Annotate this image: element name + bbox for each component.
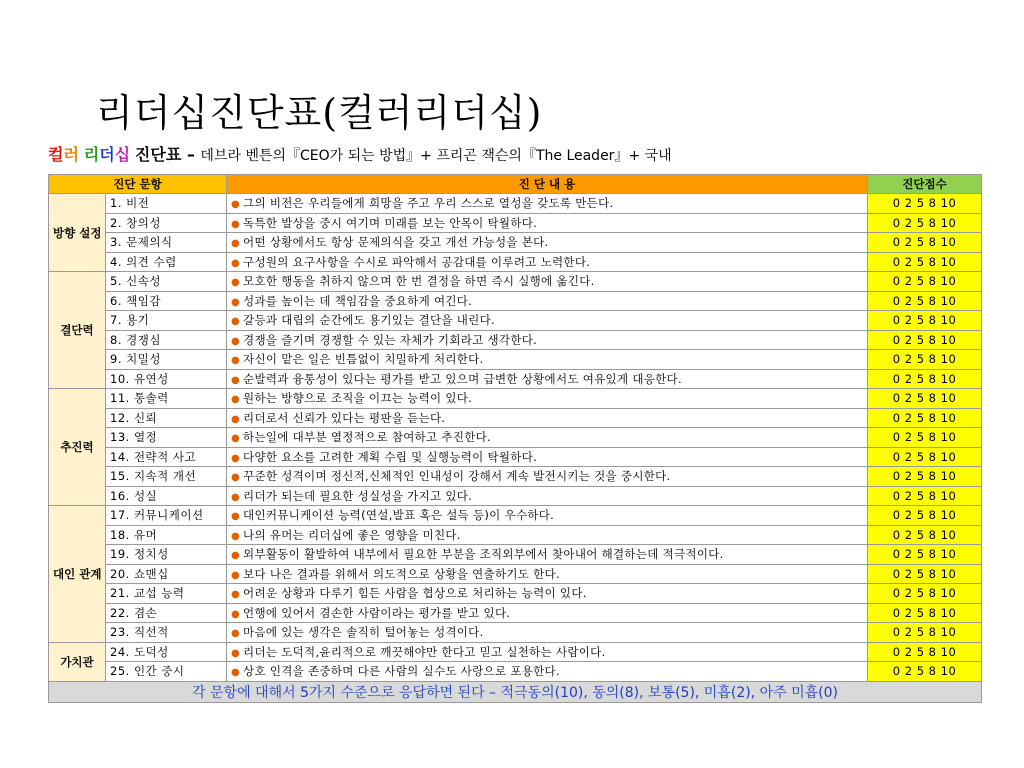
table-row — [49, 623, 982, 643]
item-content-cell — [227, 584, 868, 604]
score-options[interactable]: 0 2 5 8 10 — [868, 564, 982, 584]
item-content: 순발력과 융통성이 있다는 평가를 받고 있으며 급변한 상황에서도 여유있게 대응한다. — [243, 371, 682, 386]
score-options[interactable]: 0 2 5 8 10 — [868, 311, 982, 331]
item-content-cell — [227, 662, 868, 682]
score-options[interactable]: 0 2 5 8 10 — [868, 545, 982, 565]
score-options[interactable]: 0 2 5 8 10 — [868, 603, 982, 623]
bullet-icon: ● — [231, 355, 241, 367]
item-content: 경쟁을 즐기며 경쟁할 수 있는 자체가 기회라고 생각한다. — [243, 332, 538, 347]
item-content-cell — [227, 233, 868, 253]
header-score: 진단점수 — [868, 175, 982, 194]
item-content-cell — [227, 330, 868, 350]
item-label: 4. 의견 수렴 — [106, 252, 227, 272]
score-options[interactable]: 0 2 5 8 10 — [868, 486, 982, 506]
page-title: 리더십진단표(컬러리더십) — [96, 91, 543, 135]
table-row — [49, 213, 982, 233]
item-label: 19. 정치성 — [106, 545, 227, 565]
score-options[interactable]: 0 2 5 8 10 — [868, 623, 982, 643]
item-content-cell — [227, 564, 868, 584]
item-content-cell — [227, 311, 868, 331]
bullet-icon: ● — [231, 218, 241, 230]
item-content-cell — [227, 603, 868, 623]
score-options[interactable]: 0 2 5 8 10 — [868, 213, 982, 233]
bullet-icon: ● — [231, 374, 241, 386]
bullet-icon: ● — [231, 647, 241, 659]
item-content: 외부활동이 활발하여 내부에서 필요한 부분을 조직외부에서 찾아내어 해결하는데 적극적이다. — [243, 547, 724, 562]
table-row — [49, 662, 982, 682]
score-options[interactable]: 0 2 5 8 10 — [868, 428, 982, 448]
score-options[interactable]: 0 2 5 8 10 — [868, 194, 982, 214]
table-row — [49, 369, 982, 389]
score-options[interactable]: 0 2 5 8 10 — [868, 642, 982, 662]
table-row — [49, 291, 982, 311]
item-label: 24. 도덕성 — [106, 642, 227, 662]
bullet-icon: ● — [231, 667, 241, 679]
item-label: 15. 지속적 개선 — [106, 467, 227, 487]
score-options[interactable]: 0 2 5 8 10 — [868, 662, 982, 682]
item-content: 리더가 되는데 필요한 성실성을 가지고 있다. — [243, 488, 473, 503]
item-content: 구성원의 요구사항을 수시로 파악해서 공감대를 이루려고 노력한다. — [243, 254, 591, 269]
bullet-icon: ● — [231, 530, 241, 542]
item-label: 9. 치밀성 — [106, 350, 227, 370]
item-content: 언행에 있어서 겸손한 사람이라는 평가를 받고 있다. — [243, 605, 511, 620]
group-label: 방향 설정 — [49, 194, 106, 272]
table-row — [49, 545, 982, 565]
table-row — [49, 272, 982, 292]
subtitle-char-5: 십 — [114, 145, 131, 164]
subtitle-char-1: 컬 — [48, 145, 64, 164]
item-content: 하는일에 대부분 열정적으로 참여하고 추진한다. — [243, 430, 492, 445]
item-label: 8. 경쟁심 — [106, 330, 227, 350]
item-content-cell — [227, 408, 868, 428]
item-label: 21. 교섭 능력 — [106, 584, 227, 604]
subtitle-char-2: 러 — [63, 145, 79, 164]
score-options[interactable]: 0 2 5 8 10 — [868, 233, 982, 253]
group-label: 대인 관계 — [49, 506, 106, 643]
item-label: 18. 유머 — [106, 525, 227, 545]
header-content: 진 단 내 용 — [227, 175, 868, 194]
diagnosis-table — [48, 174, 982, 703]
bullet-icon: ● — [231, 491, 241, 503]
bullet-icon: ● — [231, 569, 241, 581]
subtitle — [48, 142, 672, 165]
bullet-icon: ● — [231, 277, 241, 289]
table-row — [49, 525, 982, 545]
item-content-cell — [227, 486, 868, 506]
item-content: 보다 나은 결과를 위해서 의도적으로 상황을 연출하기도 한다. — [243, 566, 560, 581]
table-row — [49, 350, 982, 370]
item-label: 22. 겸손 — [106, 603, 227, 623]
item-content: 마음에 있는 생각은 솔직히 털어놓는 성격이다. — [243, 625, 484, 640]
score-options[interactable]: 0 2 5 8 10 — [868, 467, 982, 487]
table-footer-row — [49, 681, 982, 702]
table-header-row — [49, 175, 982, 194]
item-label: 16. 성실 — [106, 486, 227, 506]
bullet-icon: ● — [231, 296, 241, 308]
item-content-cell — [227, 369, 868, 389]
bullet-icon: ● — [231, 316, 241, 328]
score-options[interactable]: 0 2 5 8 10 — [868, 330, 982, 350]
subtitle-bold: 진단표 — [134, 145, 182, 164]
item-content: 독특한 발상을 중시 여기며 미래를 보는 안목이 탁월하다. — [243, 215, 538, 230]
table-row — [49, 642, 982, 662]
subtitle-dash: – — [181, 145, 201, 164]
bullet-icon: ● — [231, 550, 241, 562]
score-options[interactable]: 0 2 5 8 10 — [868, 252, 982, 272]
item-label: 25. 인간 중시 — [106, 662, 227, 682]
score-options[interactable]: 0 2 5 8 10 — [868, 272, 982, 292]
bullet-icon: ● — [231, 335, 241, 347]
bullet-icon: ● — [231, 199, 241, 211]
table-row — [49, 603, 982, 623]
item-content-cell — [227, 291, 868, 311]
bullet-icon: ● — [231, 589, 241, 601]
item-label: 3. 문제의식 — [106, 233, 227, 253]
score-options[interactable]: 0 2 5 8 10 — [868, 584, 982, 604]
table-row — [49, 506, 982, 526]
bullet-icon: ● — [231, 472, 241, 484]
item-content-cell — [227, 350, 868, 370]
item-label: 1. 비전 — [106, 194, 227, 214]
item-content-cell — [227, 545, 868, 565]
table-row — [49, 447, 982, 467]
item-content: 꾸준한 성격이며 정신적,신체적인 인내성이 강해서 계속 발전시키는 것을 중시한다. — [243, 469, 671, 484]
item-label: 12. 신뢰 — [106, 408, 227, 428]
group-label: 결단력 — [49, 272, 106, 389]
score-options[interactable]: 0 2 5 8 10 — [868, 506, 982, 526]
item-content: 나의 유머는 리더십에 좋은 영향을 미친다. — [243, 527, 461, 542]
score-options[interactable]: 0 2 5 8 10 — [868, 291, 982, 311]
item-content: 어떤 상황에서도 항상 문제의식을 갖고 개선 가능성을 본다. — [243, 235, 549, 250]
item-content: 그의 비전은 우리들에게 희망을 주고 우리 스스로 열성을 갖도록 만든다. — [243, 196, 614, 211]
item-label: 6. 책임감 — [106, 291, 227, 311]
score-options[interactable]: 0 2 5 8 10 — [868, 525, 982, 545]
item-label: 5. 신속성 — [106, 272, 227, 292]
item-content-cell — [227, 428, 868, 448]
bullet-icon: ● — [231, 511, 241, 523]
item-label: 10. 유연성 — [106, 369, 227, 389]
table-row — [49, 564, 982, 584]
table-row — [49, 467, 982, 487]
bullet-icon: ● — [231, 257, 241, 269]
item-content: 다양한 요소를 고려한 계획 수립 및 실행능력이 탁월하다. — [243, 449, 538, 464]
item-content-cell — [227, 272, 868, 292]
item-content: 대인커뮤니케이션 능력(연설,발표 혹은 설득 등)이 우수하다. — [243, 508, 555, 523]
score-options[interactable]: 0 2 5 8 10 — [868, 389, 982, 409]
table-row — [49, 486, 982, 506]
item-content-cell — [227, 194, 868, 214]
score-options[interactable]: 0 2 5 8 10 — [868, 447, 982, 467]
item-label: 17. 커뮤니케이션 — [106, 506, 227, 526]
bullet-icon: ● — [231, 238, 241, 250]
subtitle-char-3: 리 — [83, 145, 100, 164]
item-label: 7. 용기 — [106, 311, 227, 331]
item-content: 상호 인격을 존중하며 다른 사람의 실수도 사랑으로 포용한다. — [243, 664, 560, 679]
item-content-cell — [227, 389, 868, 409]
bullet-icon: ● — [231, 433, 241, 445]
item-label: 2. 창의성 — [106, 213, 227, 233]
bullet-icon: ● — [231, 394, 241, 406]
table-row — [49, 584, 982, 604]
table-row — [49, 311, 982, 331]
item-content: 성과를 높이는 데 책임감을 중요하게 여긴다. — [243, 293, 473, 308]
item-content-cell — [227, 467, 868, 487]
item-content: 모호한 행동을 취하지 않으며 한 번 결정을 하면 즉시 실행에 옮긴다. — [243, 274, 595, 289]
item-content-cell — [227, 213, 868, 233]
item-content: 어려운 상황과 다루기 힘든 사람을 협상으로 처리하는 능력이 있다. — [243, 586, 587, 601]
item-content: 리더로서 신뢰가 있다는 평판을 듣는다. — [243, 410, 446, 425]
item-content: 리더는 도덕적,윤리적으로 깨끗해야만 한다고 믿고 실천하는 사람이다. — [243, 644, 606, 659]
table-body — [49, 194, 982, 682]
item-label: 14. 전략적 사고 — [106, 447, 227, 467]
item-content: 원하는 방향으로 조직을 이끄는 능력이 있다. — [243, 391, 473, 406]
score-options[interactable]: 0 2 5 8 10 — [868, 350, 982, 370]
table-row — [49, 428, 982, 448]
header-item: 진단 문항 — [49, 175, 227, 194]
item-content-cell — [227, 252, 868, 272]
table-row — [49, 252, 982, 272]
subtitle-description: 데브라 벤튼의『CEO가 되는 방법』+ 프리곤 잭슨의『The Leader』+ 국내 — [200, 148, 672, 164]
subtitle-char-4: 더 — [99, 145, 115, 164]
item-content-cell — [227, 447, 868, 467]
item-content-cell — [227, 506, 868, 526]
table-row — [49, 389, 982, 409]
item-content: 갈등과 대립의 순간에도 용기있는 결단을 내린다. — [243, 313, 495, 328]
scoring-guide: 각 문항에 대해서 5가지 수준으로 응답하면 된다 – 적극동의(10), 동의(8), 보통(5), 미흡(2), 아주 미흡(0) — [49, 681, 982, 702]
item-label: 11. 통솔력 — [106, 389, 227, 409]
table-row — [49, 408, 982, 428]
table-row — [49, 233, 982, 253]
item-label: 23. 직선적 — [106, 623, 227, 643]
item-content-cell — [227, 525, 868, 545]
bullet-icon: ● — [231, 452, 241, 464]
item-content-cell — [227, 642, 868, 662]
item-content-cell — [227, 623, 868, 643]
bullet-icon: ● — [231, 413, 241, 425]
item-label: 20. 쇼맨십 — [106, 564, 227, 584]
item-label: 13. 열정 — [106, 428, 227, 448]
item-content: 자신이 맡은 일은 빈틈없이 치밀하게 처리한다. — [243, 352, 484, 367]
score-options[interactable]: 0 2 5 8 10 — [868, 369, 982, 389]
group-label: 가치관 — [49, 642, 106, 681]
table-row — [49, 194, 982, 214]
table-row — [49, 330, 982, 350]
bullet-icon: ● — [231, 628, 241, 640]
bullet-icon: ● — [231, 608, 241, 620]
group-label: 추진력 — [49, 389, 106, 506]
score-options[interactable]: 0 2 5 8 10 — [868, 408, 982, 428]
